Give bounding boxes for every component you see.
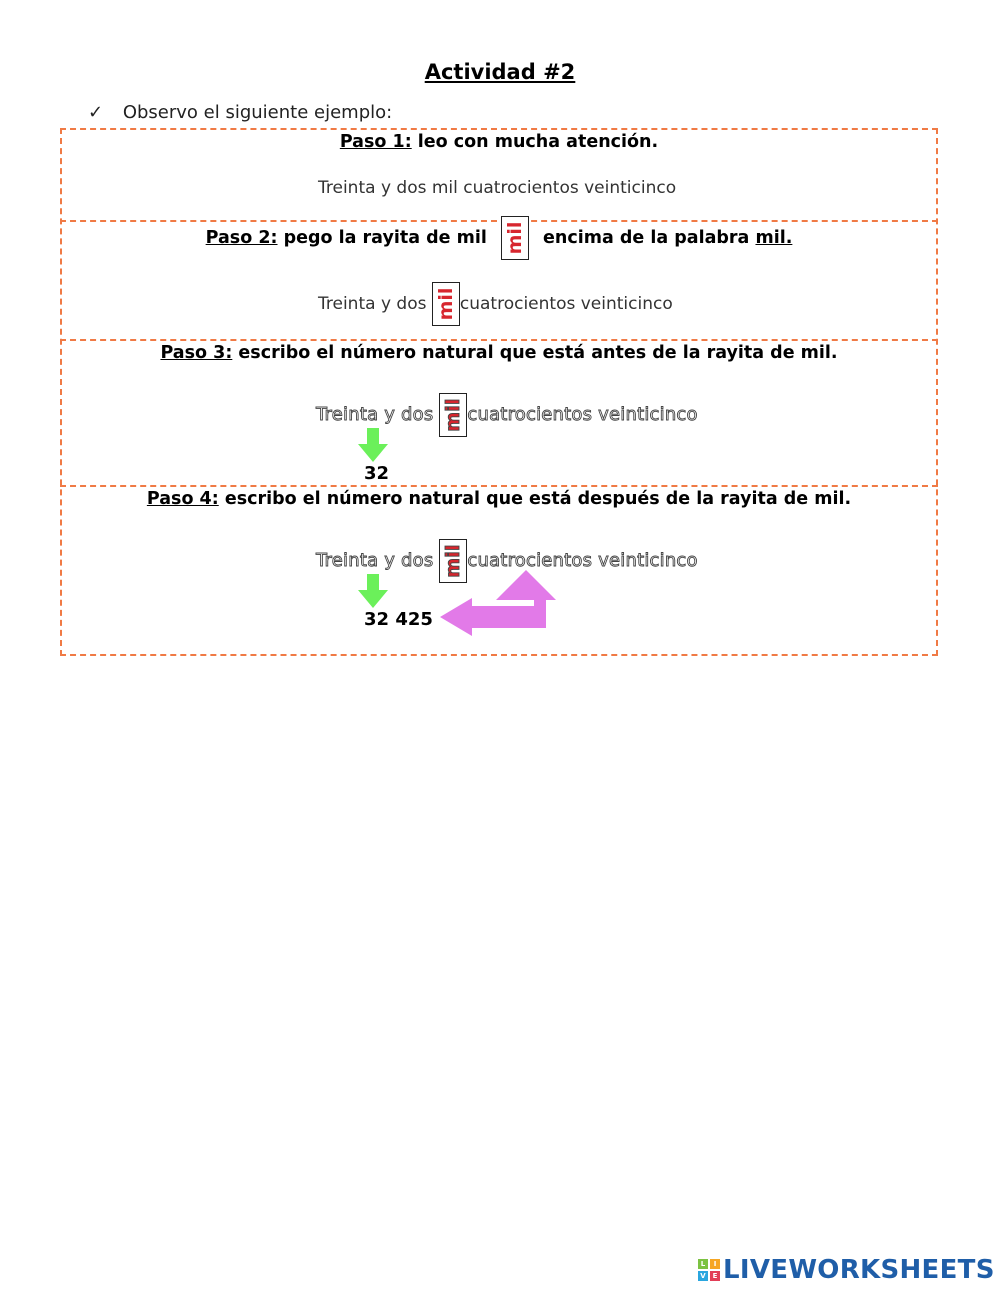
number-full: 32 425 [364, 609, 433, 630]
step-3-heading [60, 343, 938, 363]
step-4-heading [60, 489, 938, 509]
mil-card-icon [432, 282, 460, 326]
step-1-text: leo con mucha atención. [411, 132, 659, 152]
sentence-before: Treinta y dos [316, 404, 440, 425]
step-1-heading [60, 132, 938, 152]
logo-wordmark: LIVEWORKSHEETS [723, 1255, 995, 1285]
logo-tile: L [698, 1259, 708, 1269]
logo-tile: E [710, 1271, 720, 1281]
mil-card-label: mil [434, 287, 457, 321]
mil-card-icon [439, 393, 467, 437]
liveworksheets-logo [698, 1255, 995, 1285]
logo-tiles-icon [698, 1259, 720, 1281]
step-1-label: Paso 1: [339, 132, 412, 152]
mil-card-label: mil [442, 544, 465, 578]
step-3-text: escribo el número natural que está antes de la rayita de mil. [232, 343, 838, 363]
divider-2 [60, 339, 938, 341]
step-2-text-after: encima de la palabra [536, 228, 756, 248]
step-2-heading [60, 216, 938, 260]
pink-bent-arrow-icon [440, 570, 556, 636]
page-title: Actividad #2 [424, 60, 576, 84]
step-2-underlined-word: mil. [755, 228, 793, 248]
green-down-arrow-icon [358, 428, 388, 462]
number-before: 32 [364, 463, 390, 484]
step-2-text-before: pego la rayita de mil [277, 228, 493, 248]
sentence-after: cuatrocientos veinticinco [459, 294, 673, 314]
step-4-text: escribo el número natural que está después de la rayita de mil. [218, 489, 852, 509]
divider-3 [60, 485, 938, 487]
step-4-label: Paso 4: [146, 489, 219, 509]
intro-text: Observo el siguiente ejemplo: [122, 102, 393, 123]
logo-tile: I [710, 1259, 720, 1269]
sentence-before: Treinta y dos [318, 294, 432, 314]
sentence-after: cuatrocientos veinticinco [467, 404, 698, 425]
step-3-label: Paso 3: [160, 343, 233, 363]
green-down-arrow-icon [358, 574, 388, 608]
sentence-before: Treinta y dos [316, 550, 440, 571]
logo-tile: V [698, 1271, 708, 1281]
mil-card-icon [501, 216, 529, 260]
intro-bullet [88, 102, 392, 123]
step-2-label: Paso 2: [205, 228, 278, 248]
step-2-sentence [318, 282, 673, 326]
mil-card-label: mil [503, 221, 526, 255]
step-1-sentence: Treinta y dos mil cuatrocientos veinticinco [318, 178, 677, 198]
checkmark-icon: ✓ [88, 102, 104, 123]
sentence-after: cuatrocientos veinticinco [467, 550, 698, 571]
mil-card-label: mil [442, 398, 465, 432]
